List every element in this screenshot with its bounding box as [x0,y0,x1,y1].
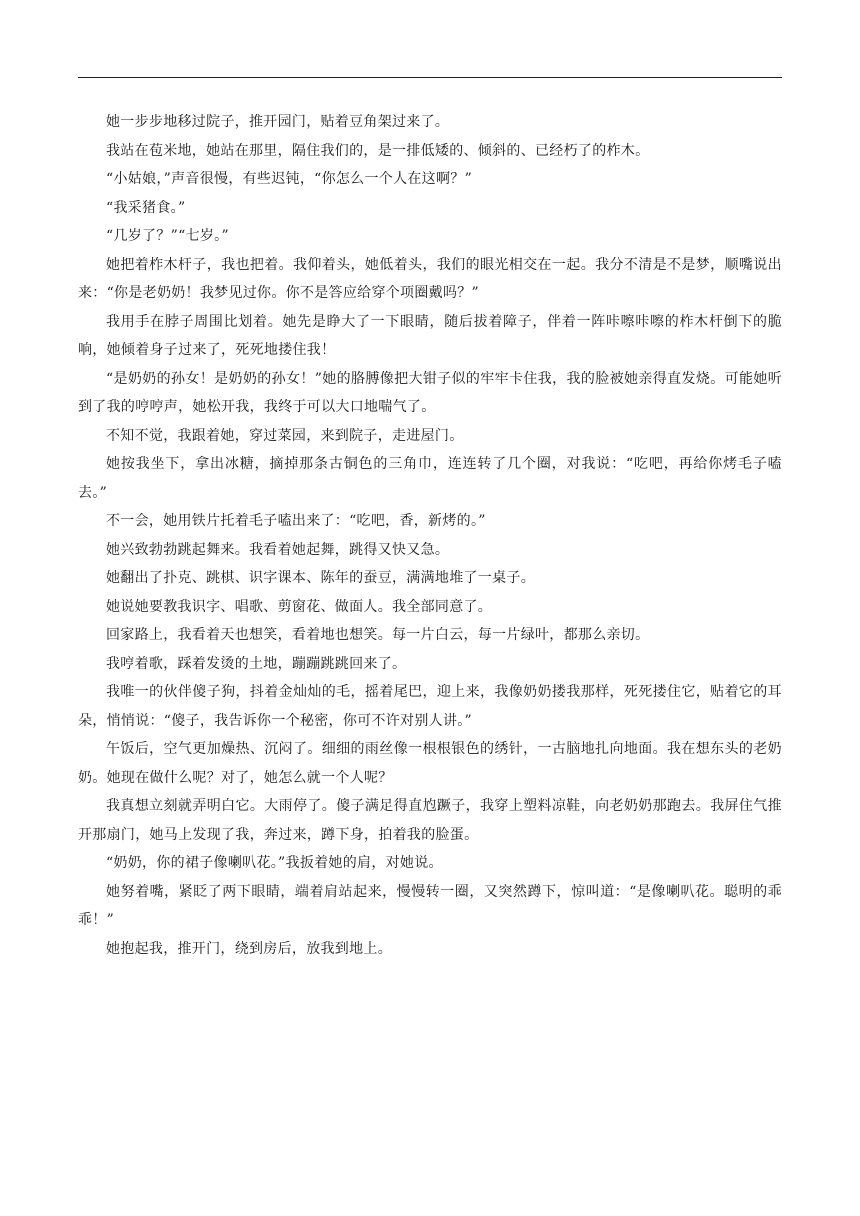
paragraph: 她说她要教我识字、唱歌、剪窗花、做面人。我全部同意了。 [106,598,493,615]
paragraph: 她努着嘴，紧眨了两下眼睛，端着肩站起来，慢慢转一圈，又突然蹲下，惊叫道：“是像喇叭花。聪明的乖乖！” [78,883,782,928]
paragraph: 她把着柞木杆子，我也把着。我仰着头，她低着头，我们的眼光相交在一起。我分不清是不是梦，顺嘴说出来：“你是老奶奶！我梦见过你。你不是答应给穿个项圈戴吗？” [78,256,782,301]
paragraph: 她抱起我，推开门，绕到房后，放我到地上。 [106,940,392,957]
paragraph: 不知不觉，我跟着她，穿过菜园，来到院子，走进屋门。 [106,427,464,444]
paragraph: 我真想立刻就弄明白它。大雨停了。傻子满足得直尥蹶子，我穿上塑料凉鞋，向老奶奶那跑去。我屏住气推开那扇门，她马上发现了我，奔过来，蹲下身，拍着我的脸蛋。 [78,798,782,843]
paragraph: “我采猪食。” [106,199,186,216]
paragraph: 我哼着歌，踩着发烫的土地，蹦蹦跳跳回来了。 [106,655,407,672]
paragraph: 她翻出了扑克、跳棋、识字课本、陈年的蚕豆，满满地堆了一桌子。 [106,570,535,586]
paragraph: “几岁了？”“七岁。” [106,228,229,244]
paragraph: “是奶奶的孙女！是奶奶的孙女！”她的胳膊像把大钳子似的牢牢卡住我，我的脸被她亲得直发烧。可能她听到了我的哼哼声，她松开我，我终于可以大口地喘气了。 [78,370,782,415]
paragraph: 我用手在脖子周围比划着。她先是睁大了一下眼睛，随后拔着障子，伴着一阵咔嚓咔嚓的柞木杆倒下的脆响，她倾着身子过来了，死死地搂住我！ [78,313,782,358]
paragraph: 回家路上，我看着天也想笑，看着地也想笑。每一片白云，每一片绿叶，都那么亲切。 [106,627,650,643]
paragraph: 她按我坐下，拿出冰糖，摘掉那条古铜色的三角巾，连连转了几个圈，对我说：“吃吧，再给你烤毛子嗑去。” [78,456,782,501]
paragraph: “小姑娘，”声音很慢，有些迟钝，“你怎么一个人在这啊？” [106,171,473,187]
paragraph: 不一会，她用铁片托着毛子嗑出来了：“吃吧，香，新烤的。” [106,513,486,529]
paragraph: 午饭后，空气更加燥热、沉闷了。细细的雨丝像一根根银色的绣针，一古脑地扎向地面。我在想东头的老奶奶。她现在做什么呢？对了，她怎么就一个人呢？ [78,741,782,786]
paragraph: “奶奶，你的裙子像喇叭花。”我扳着她的肩，对她说。 [106,855,443,871]
paragraph: 我站在苞米地，她站在那里，隔住我们的，是一排低矮的、倾斜的、已经朽了的柞木。 [106,142,650,159]
paragraph: 她一步步地移过院子，推开园门，贴着豆角架过来了。 [106,114,450,130]
header-rule [78,77,782,78]
body-text [78,108,782,963]
paragraph: 她兴致勃勃跳起舞来。我看着她起舞，跳得又快又急。 [106,541,450,558]
paragraph: 我唯一的伙伴傻子狗，抖着金灿灿的毛，摇着尾巴，迎上来，我像奶奶搂我那样，死死搂住它，贴着它的耳朵，悄悄说：“傻子，我告诉你一个秘密，你可不许对别人讲。” [78,684,782,729]
